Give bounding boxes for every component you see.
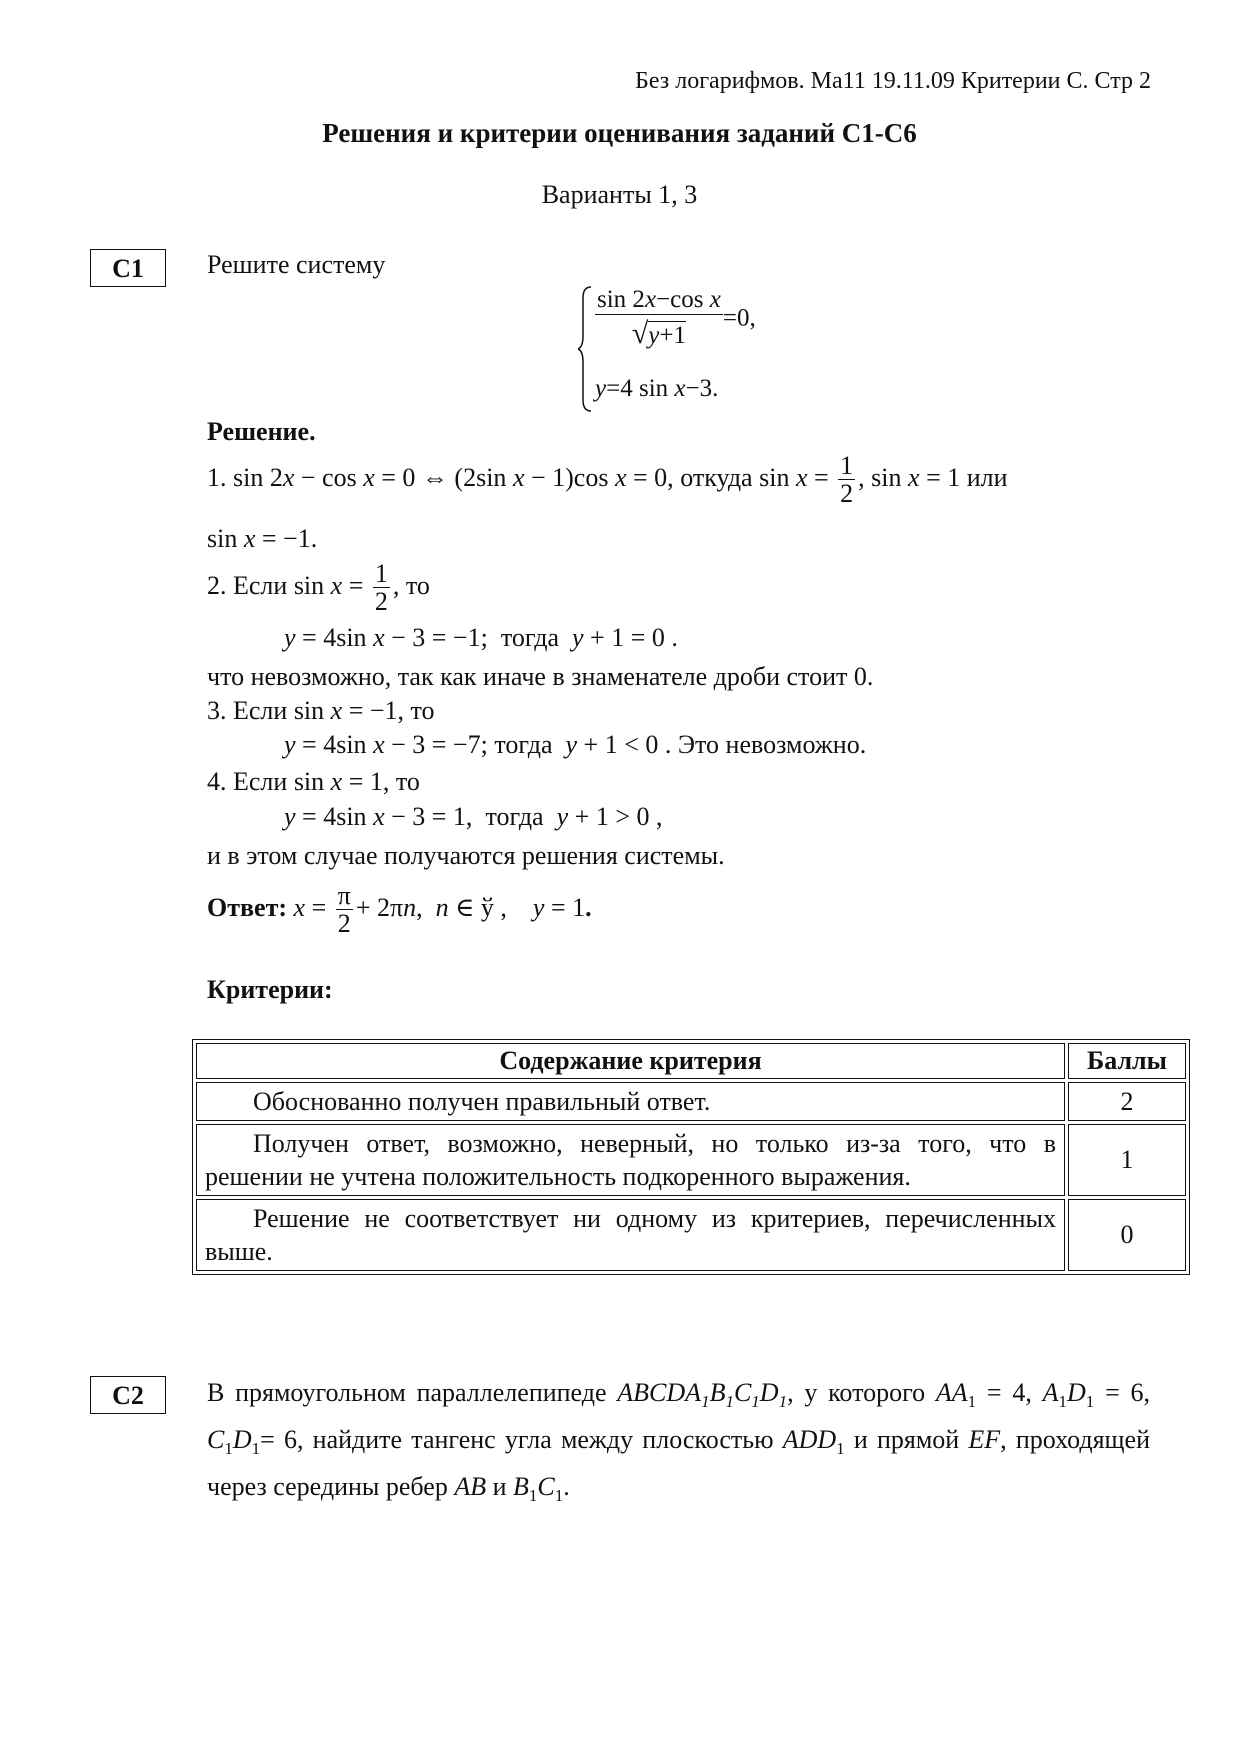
- c1-step-3: 3. Если sin x = −1, то: [207, 696, 435, 725]
- criterion-points: 0: [1068, 1199, 1186, 1271]
- c1-step-2-note: что невозможно, так как иначе в знаменателе дроби стоит 0.: [207, 662, 874, 691]
- task-tag-c2: С2: [90, 1376, 166, 1414]
- col-header-points: Баллы: [1068, 1043, 1186, 1079]
- c1-step-3-eq: y = 4sin x − 3 = −7; тогда y + 1 < 0 . Это невозможно.: [284, 730, 867, 759]
- running-title: Без логарифмов. Ма11 19.11.09 Критерии С. Стр 2: [635, 68, 1151, 94]
- c1-criteria-label: Критерии:: [207, 975, 333, 1004]
- col-header-criterion: Содержание критерия: [196, 1043, 1065, 1079]
- criterion-points: 2: [1068, 1082, 1186, 1121]
- task-tag-c1: С1: [90, 249, 166, 287]
- c1-solution-label: Решение.: [207, 417, 316, 446]
- left-brace-icon: [578, 284, 594, 414]
- c1-step-4: 4. Если sin x = 1, то: [207, 767, 420, 796]
- criterion-points: 1: [1068, 1124, 1186, 1196]
- c1-equation-system: $\frac{\text{sin 2x−cos x}}{√y+1}$ =0, y=4 sin x−3.: [578, 284, 808, 414]
- c1-step-4-eq: y = 4sin x − 3 = 1, тогда y + 1 > 0 ,: [284, 802, 663, 831]
- criterion-text: Обоснованно получен правильный ответ.: [196, 1082, 1065, 1121]
- c2-task-text: В прямоугольном параллелепипеде $ABCDA_1B_1C_1D_1$, у которого $AA_1 = 4$, $A_1D_1 = 6$, $C_1D_1= 6$, найдите тангенс угла между плоскостью $ADD_1$ и прямой EF, проходящей через середины ребер AB и $B_1C_1$.: [207, 1378, 1151, 1506]
- table-row: [196, 1124, 1186, 1196]
- variants-label: Варианты 1, 3: [541, 180, 698, 209]
- c1-step-1: 1. sin 2x − cos x = 0 ⇔ (2sin x − 1)cos x = 0, откуда sin x = $\frac{1}{2}$ , sin x = 1 или: [207, 451, 1008, 509]
- page-title: Решения и критерии оценивания заданий С1-С6: [322, 118, 917, 148]
- c1-task-text: Решите систему: [207, 250, 386, 279]
- c1-step-2: 2. Если sin x = $\frac{1}{2}$ , то: [207, 559, 430, 617]
- criterion-text: Решение не соответствует ни одному из критериев, перечисленных выше.: [196, 1199, 1065, 1271]
- c1-step-4-note: и в этом случае получаются решения системы.: [207, 841, 725, 870]
- criteria-table-wrap: [192, 1039, 1190, 1275]
- c1-step-2-eq: y = 4sin x − 3 = −1; тогда y + 1 = 0 .: [284, 623, 678, 652]
- table-row: [196, 1199, 1186, 1271]
- criteria-table: [192, 1039, 1190, 1275]
- c1-answer: Ответ: x = $\frac{\pi}{2}$ + 2πn, n ∈ ў , y = 1.: [207, 881, 592, 939]
- criterion-text: Получен ответ, возможно, неверный, но только из-за того, что в решении не учтена положительность подкоренного выражения.: [196, 1124, 1065, 1196]
- table-row: [196, 1082, 1186, 1121]
- table-header-row: [196, 1043, 1186, 1079]
- c1-step-1-cont: sin x = −1.: [207, 524, 318, 553]
